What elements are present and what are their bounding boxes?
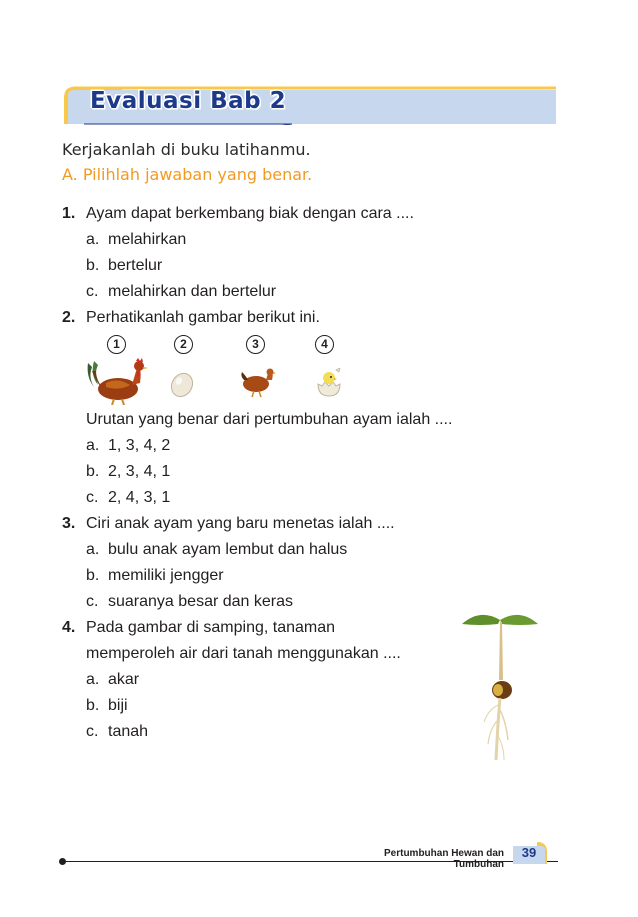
option-b: b. biji — [86, 697, 128, 714]
image-label-4: 4 — [315, 335, 334, 354]
question-number: 4. — [62, 619, 76, 636]
option-a: a. akar — [86, 671, 140, 688]
egg-image — [168, 370, 196, 398]
image-label-2: 2 — [174, 335, 193, 354]
footer-chapter-title: Pertumbuhan Hewan dan Tumbuhan — [383, 848, 504, 870]
section-heading: A. Pilihlah jawaban yang benar. — [62, 165, 313, 184]
image-label-1: 1 — [107, 335, 126, 354]
chapter-title: Evaluasi Bab 2 — [90, 88, 287, 114]
rooster-image — [84, 357, 150, 405]
question-number: 2. — [62, 309, 76, 326]
option-b: b. 2, 3, 4, 1 — [86, 463, 171, 480]
option-a: a. 1, 3, 4, 2 — [86, 437, 171, 454]
option-a: a. bulu anak ayam lembut dan halus — [86, 541, 348, 558]
option-a: a. melahirkan — [86, 231, 187, 248]
instruction-text: Kerjakanlah di buku latihanmu. — [62, 140, 311, 159]
young-chicken-image — [240, 366, 276, 398]
question-text: Perhatikanlah gambar berikut ini. — [86, 309, 320, 326]
question-text: Ciri anak ayam yang baru menetas ialah .... — [86, 515, 395, 532]
option-c: c. 2, 4, 3, 1 — [86, 489, 171, 506]
option-c: c. tanah — [86, 723, 149, 740]
option-b: b. memiliki jengger — [86, 567, 224, 584]
question-text: Ayam dapat berkembang biak dengan cara .... — [86, 205, 414, 222]
image-label-3: 3 — [246, 335, 265, 354]
question-text-continued: Urutan yang benar dari pertumbuhan ayam ialah .... — [86, 411, 453, 428]
page-number: 39 — [521, 845, 537, 860]
question-text: Pada gambar di samping, tanaman — [86, 619, 336, 636]
question-number: 1. — [62, 205, 76, 222]
option-c: c. melahirkan dan bertelur — [86, 283, 277, 300]
hatching-chick-image — [314, 368, 346, 398]
question-number: 3. — [62, 515, 76, 532]
seedling-image — [460, 610, 540, 770]
option-c: c. suaranya besar dan keras — [86, 593, 293, 610]
option-b: b. bertelur — [86, 257, 163, 274]
question-text-continued: memperoleh air dari tanah menggunakan .... — [86, 645, 401, 662]
